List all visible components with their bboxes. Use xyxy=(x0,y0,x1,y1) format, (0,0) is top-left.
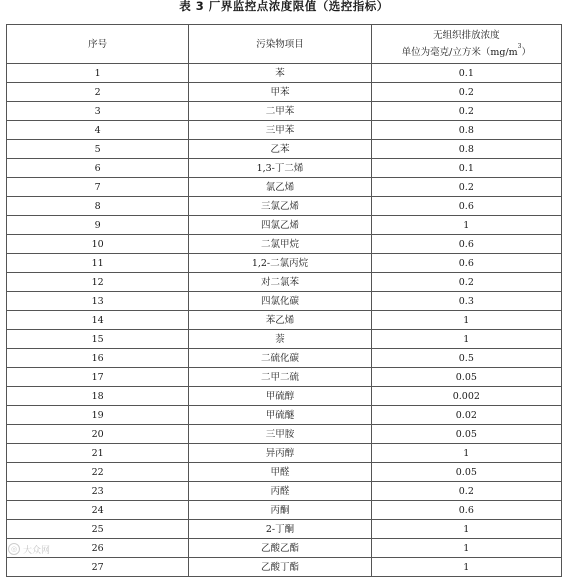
table-row xyxy=(7,83,562,102)
row-number: 26 xyxy=(7,539,189,558)
pollutant-name: 1,3-丁二烯 xyxy=(189,159,371,178)
pollutant-name: 甲醛 xyxy=(189,463,371,482)
pollutant-name: 丙酮 xyxy=(189,501,371,520)
table-row xyxy=(7,102,562,121)
table-row xyxy=(7,349,562,368)
table-row xyxy=(7,444,562,463)
pollutant-name: 三氯乙烯 xyxy=(189,197,371,216)
row-number: 14 xyxy=(7,311,189,330)
row-number: 5 xyxy=(7,140,189,159)
table-row xyxy=(7,216,562,235)
pollutant-name: 苯乙烯 xyxy=(189,311,371,330)
concentration-value: 1 xyxy=(371,520,561,539)
row-number: 7 xyxy=(7,178,189,197)
concentration-value: 0.5 xyxy=(371,349,561,368)
header-concentration xyxy=(371,25,561,64)
concentration-value: 0.6 xyxy=(371,235,561,254)
row-number: 11 xyxy=(7,254,189,273)
table-row xyxy=(7,140,562,159)
pollutant-name: 二硫化碳 xyxy=(189,349,371,368)
pollutant-name: 三甲苯 xyxy=(189,121,371,140)
concentration-value: 0.05 xyxy=(371,425,561,444)
row-number: 22 xyxy=(7,463,189,482)
row-number: 18 xyxy=(7,387,189,406)
limits-table xyxy=(6,24,562,577)
pollutant-name: 异丙醇 xyxy=(189,444,371,463)
concentration-value: 0.2 xyxy=(371,83,561,102)
row-number: 23 xyxy=(7,482,189,501)
watermark xyxy=(8,542,50,556)
table-title: 表 3 厂界监控点浓度限值（选控指标） xyxy=(179,0,389,13)
row-number: 10 xyxy=(7,235,189,254)
table-row xyxy=(7,482,562,501)
row-number: 17 xyxy=(7,368,189,387)
pollutant-name: 2-丁酮 xyxy=(189,520,371,539)
row-number: 12 xyxy=(7,273,189,292)
concentration-value: 1 xyxy=(371,311,561,330)
row-number: 16 xyxy=(7,349,189,368)
row-number: 15 xyxy=(7,330,189,349)
pollutant-name: 四氯乙烯 xyxy=(189,216,371,235)
table-row xyxy=(7,235,562,254)
concentration-value: 0.2 xyxy=(371,482,561,501)
header-concentration-unit xyxy=(372,44,561,61)
pollutant-name: 乙酸乙酯 xyxy=(189,539,371,558)
concentration-value: 0.05 xyxy=(371,463,561,482)
table-row xyxy=(7,387,562,406)
table-row xyxy=(7,520,562,539)
table-row xyxy=(7,197,562,216)
table-row xyxy=(7,368,562,387)
pollutant-name: 四氯化碳 xyxy=(189,292,371,311)
pollutant-name: 丙醛 xyxy=(189,482,371,501)
header-concentration-line1: 无组织排放浓度 xyxy=(433,30,500,41)
pollutant-name: 乙酸丁酯 xyxy=(189,558,371,577)
row-number: 25 xyxy=(7,520,189,539)
concentration-value: 1 xyxy=(371,558,561,577)
concentration-value: 0.1 xyxy=(371,64,561,83)
pollutant-name: 氯乙烯 xyxy=(189,178,371,197)
row-number: 24 xyxy=(7,501,189,520)
concentration-value: 1 xyxy=(371,444,561,463)
row-number: 20 xyxy=(7,425,189,444)
concentration-value: 0.02 xyxy=(371,406,561,425)
pollutant-name: 二氯甲烷 xyxy=(189,235,371,254)
header-number: 序号 xyxy=(7,25,189,64)
pollutant-name: 甲苯 xyxy=(189,83,371,102)
pollutant-name: 苯 xyxy=(189,64,371,83)
header-pollutant: 污染物项目 xyxy=(189,25,371,64)
concentration-value: 0.002 xyxy=(371,387,561,406)
concentration-value: 0.6 xyxy=(371,254,561,273)
pollutant-name: 三甲胺 xyxy=(189,425,371,444)
table-row xyxy=(7,330,562,349)
table-row xyxy=(7,178,562,197)
concentration-value: 0.2 xyxy=(371,178,561,197)
pollutant-name: 甲硫醇 xyxy=(189,387,371,406)
row-number: 3 xyxy=(7,102,189,121)
pollutant-name: 二甲二硫 xyxy=(189,368,371,387)
concentration-value: 1 xyxy=(371,539,561,558)
row-number: 8 xyxy=(7,197,189,216)
table-row xyxy=(7,273,562,292)
pollutant-name: 1,2-二氯丙烷 xyxy=(189,254,371,273)
logo-icon: ◎ xyxy=(8,543,20,555)
table-row xyxy=(7,501,562,520)
row-number: 9 xyxy=(7,216,189,235)
pollutant-name: 萘 xyxy=(189,330,371,349)
concentration-value: 0.2 xyxy=(371,102,561,121)
table-row xyxy=(7,406,562,425)
row-number: 6 xyxy=(7,159,189,178)
unit-prefix: 单位为毫克/立方米（mg/m xyxy=(401,47,518,58)
table-row xyxy=(7,463,562,482)
pollutant-name: 二甲苯 xyxy=(189,102,371,121)
table-row xyxy=(7,159,562,178)
pollutant-name: 乙苯 xyxy=(189,140,371,159)
row-number: 19 xyxy=(7,406,189,425)
table-row xyxy=(7,121,562,140)
concentration-value: 0.8 xyxy=(371,121,561,140)
concentration-value: 0.8 xyxy=(371,140,561,159)
concentration-value: 0.6 xyxy=(371,501,561,520)
concentration-value: 1 xyxy=(371,330,561,349)
table-row xyxy=(7,311,562,330)
unit-superscript: 3 xyxy=(517,43,522,50)
concentration-value: 0.3 xyxy=(371,292,561,311)
table-header-row xyxy=(7,25,562,64)
table-row xyxy=(7,425,562,444)
concentration-value: 0.05 xyxy=(371,368,561,387)
row-number: 2 xyxy=(7,83,189,102)
concentration-value: 0.1 xyxy=(371,159,561,178)
pollutant-name: 甲硫醚 xyxy=(189,406,371,425)
table-row xyxy=(7,292,562,311)
table-row xyxy=(7,64,562,83)
row-number: 13 xyxy=(7,292,189,311)
table-row xyxy=(7,539,562,558)
table-row xyxy=(7,558,562,577)
row-number: 21 xyxy=(7,444,189,463)
table-row xyxy=(7,254,562,273)
concentration-value: 0.6 xyxy=(371,197,561,216)
pollutant-name: 对二氯苯 xyxy=(189,273,371,292)
concentration-value: 0.2 xyxy=(371,273,561,292)
row-number: 1 xyxy=(7,64,189,83)
unit-suffix: ） xyxy=(521,47,531,58)
row-number: 4 xyxy=(7,121,189,140)
concentration-value: 1 xyxy=(371,216,561,235)
row-number: 27 xyxy=(7,558,189,577)
watermark-text: 大众网 xyxy=(23,545,51,556)
